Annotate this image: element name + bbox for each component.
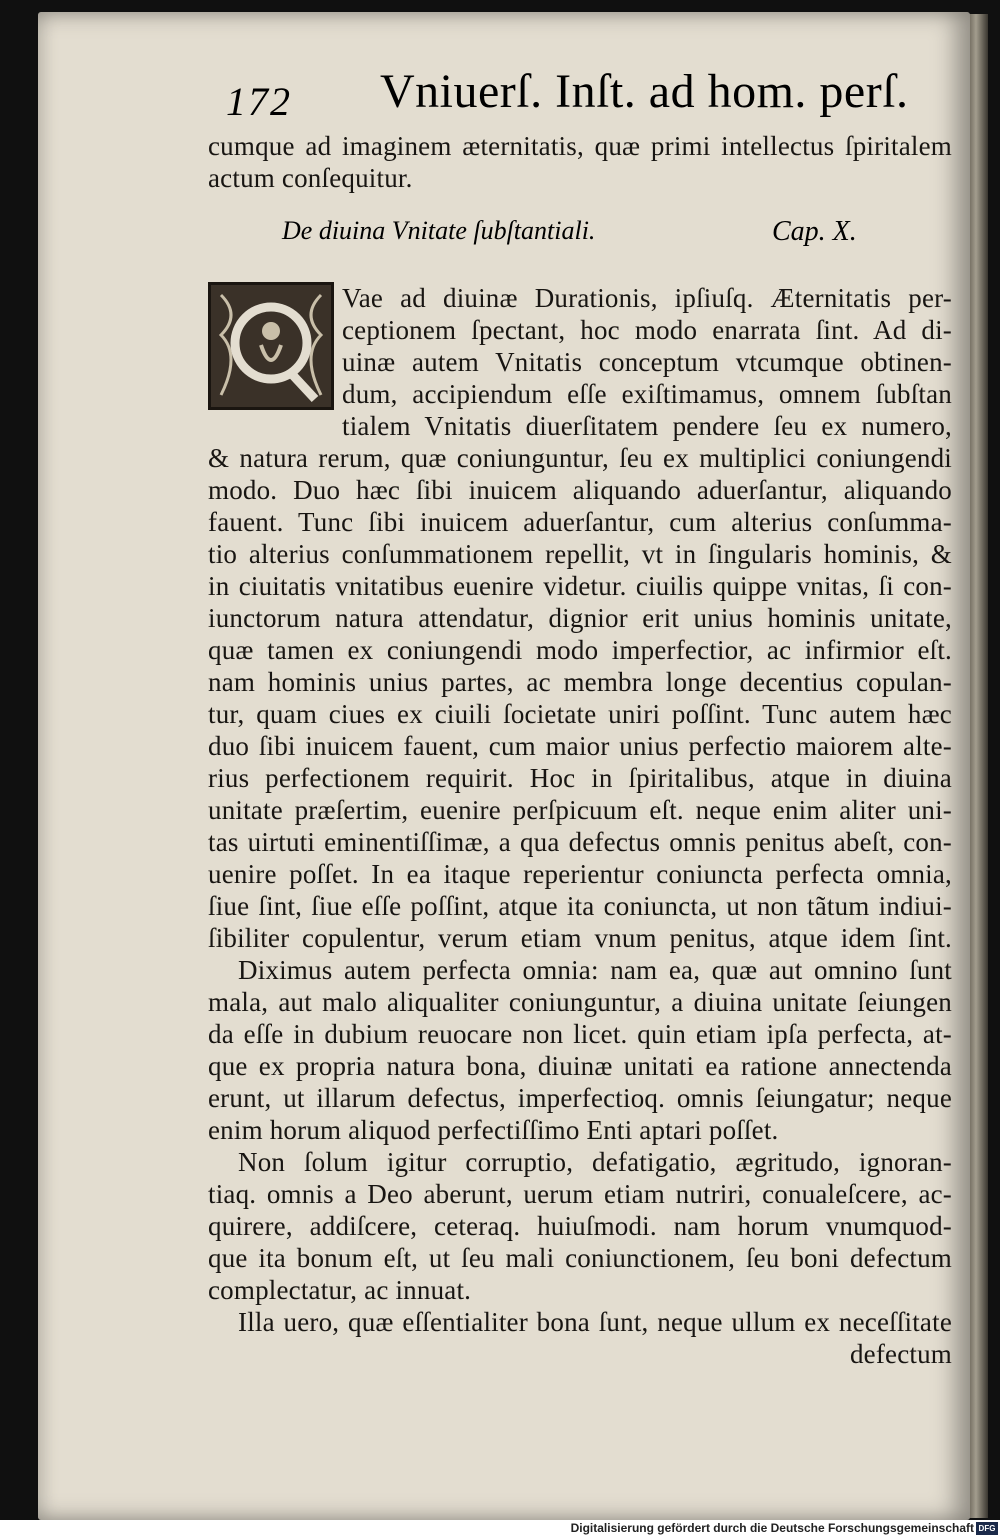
body-line: dum, accipiendum eſſe exiſtimamus, omnem ſubſtan: [342, 379, 952, 409]
body-line: Illa uero, quæ eſſentialiter bona ſunt, neque ullum ex neceſſitate: [238, 1307, 952, 1337]
body-line: quirere, addiſcere, ceteraq. huiuſmodi. nam horum vnumquod-: [208, 1211, 952, 1241]
body-line: tio alterius conſummationem repellit, vt in ſingularis hominis, &: [208, 539, 952, 569]
ornament-icon: [211, 285, 331, 407]
page-number: 172: [226, 79, 292, 124]
intro-line: cumque ad imaginem æternitatis, quæ primi intellectus ſpiritalem: [208, 131, 952, 161]
page-edge: [968, 14, 988, 1518]
body-line: & natura rerum, quæ coniunguntur, ſeu ex multiplici coniungendi: [208, 443, 952, 473]
body-line: unitate præſertim, euenire perſpicuum eſt. neque enim aliter uni-: [208, 795, 952, 825]
chapter-heading: De diuina Vnitate ſubſtantiali.: [282, 216, 596, 245]
intro-line: actum conſequitur.: [208, 163, 413, 193]
body-line: Vae ad diuinæ Durationis, ipſiuſq. Æternitatis per-: [342, 283, 952, 313]
body-line: erunt, ut illarum defectus, imperfectioq. omnis ſeiungatur; neque: [208, 1083, 952, 1113]
body-line: fauent. Tunc ſibi inuicem aduerſantur, cum alterius conſumma-: [208, 507, 952, 537]
body-line: complectatur, ac innuat.: [208, 1275, 472, 1305]
body-line: duo ſibi inuicem fauent, cum maior unius perfectio maiorem alte-: [208, 731, 952, 761]
footer-credit: Digitalisierung gefördert durch die Deutsche Forschungsgemeinschaft: [570, 1521, 974, 1535]
running-title: Vniuerſ. Inſt. ad hom. perſ.: [380, 65, 909, 118]
body-line: tiaq. omnis a Deo aberunt, uerum etiam nutriri, conualeſcere, ac-: [208, 1179, 952, 1209]
body-line: Non ſolum igitur corruptio, defatigatio, ægritudo, ignoran-: [238, 1147, 952, 1177]
body-line: quæ tamen ex coniungendi modo imperfectior, ac infirmior eſt.: [208, 635, 952, 665]
body-line: ceptionem ſpectant, hoc modo enarrata ſint. Ad di-: [342, 315, 952, 345]
body-line: modo. Duo hæc ſibi inuicem aliquando aduerſantur, aliquando: [208, 475, 952, 505]
body-line: tur, quam ciues ex ciuili ſocietate uniri poſſint. Tunc autem hæc: [208, 699, 952, 729]
body-line: tialem Vnitatis diuerſitatem pendere ſeu ex numero,: [342, 411, 952, 441]
body-line: in ciuitatis vnitatibus euenire videtur. ciuilis quippe vnitas, ſi con-: [208, 571, 952, 601]
chapter-label: Cap. X.: [772, 216, 857, 247]
body-line: tas uirtuti eminentiſſimæ, a qua defectus omnis penitus abeſt, con-: [208, 827, 952, 857]
body-line: ſiue ſint, ſiue eſſe poſſint, atque ita coniuncta, ut non tãtum indiui-: [208, 891, 952, 921]
body-line: que ita bonum eſt, ut ſeu mali coniunctionem, ſeu boni defectum: [208, 1243, 952, 1273]
catchword: defectum: [849, 1339, 952, 1369]
body-line: da eſſe in dubium reuocare non licet. quin etiam ipſa perfecta, at-: [208, 1019, 952, 1049]
body-line: uenire poſſet. In ea itaque reperientur coniuncta perfecta omnia,: [208, 859, 952, 889]
body-line: iunctorum natura attendatur, dignior erit unius hominis unitate,: [208, 603, 952, 633]
body-line: uinæ autem Vnitatis conceptum vtcumque obtinen-: [342, 347, 952, 377]
body-line: rius perfectionem requirit. Hoc in ſpiritalibus, atque in diuina: [208, 763, 952, 793]
body-line: ſibiliter copulentur, verum etiam vnum penitus, atque idem ſint.: [208, 923, 952, 953]
dfg-logo: DFG: [976, 1522, 998, 1535]
body-line: mala, aut malo aliqualiter coniunguntur, a diuina unitate ſeiungen: [208, 987, 952, 1017]
body-line: nam hominis unius partes, ac membra longe decentius copulan-: [208, 667, 952, 697]
body-line: enim horum aliquod perfectiſſimo Enti aptari poſſet.: [208, 1115, 779, 1145]
running-head: [226, 64, 909, 134]
body-line: que ex propria natura bona, diuinæ unitati ea ratione annectenda: [208, 1051, 952, 1081]
decorated-initial: [208, 282, 334, 410]
body-line: Diximus autem perfecta omnia: nam ea, quæ aut omnino ſunt: [238, 955, 952, 985]
